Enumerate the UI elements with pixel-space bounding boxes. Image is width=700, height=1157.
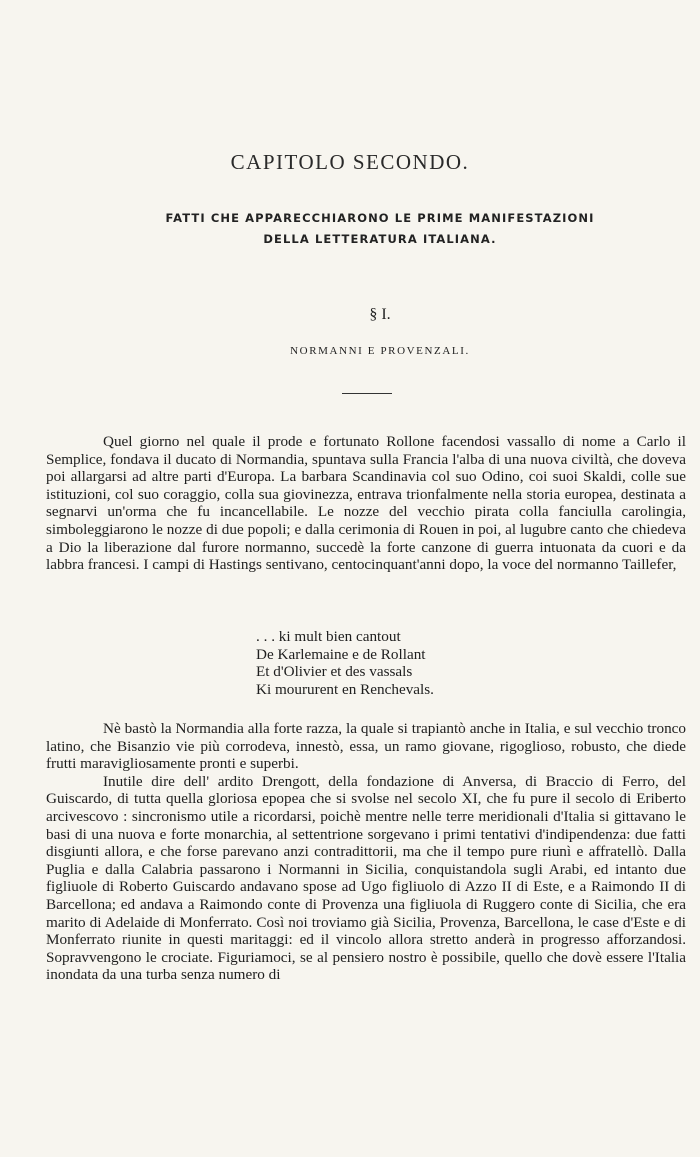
body-block-1 bbox=[46, 433, 686, 574]
verse-line-3: Et d'Olivier et des vassals bbox=[256, 663, 413, 681]
section-number: § I. bbox=[369, 306, 391, 323]
section-title: NORMANNI E PROVENZALI. bbox=[290, 345, 470, 357]
paragraph-drengott: Inutile dire dell' ardito Drengott, della fondazione di Anversa, di Braccio di Ferro, del Guiscardo, di tutta quella gloriosa epopea che si svolse nel secolo XI, che fu pure il secolo di Eriberto arcivescovo : sincronismo utile a ricordarsi, poichè mentre nelle terre meridionali d'Italia si gittavano le basi di una nuova e forte monarchia, al settentrione sorgevano i primi tentativi d'indipendenza: due fatti disgiunti allora, e che forse parevano anzi contradittorii, ma che il tempo pure riunì e affratellò. Dalla Puglia e dalla Calabria passarono i Normanni in Sicilia, conquistandola sugli Arabi, ed intanto due figliuole di Roberto Guiscardo andavano spose ad Ugo figliuolo di Azzo II di Este, e a Raimondo II di Barcellona; ed andava a Raimondo conte di Provenza una figliuola di Ruggero conte di Sicilia, che era marito di Adelaide di Monferrato. Così noi troviamo già Sicilia, Provenza, Barcellona, le case d'Este e di Monferrato riunite in questi maritaggi: ed il vincolo allora stretto anderà in progresso afforzandosi. Sopravvengono le crociate. Figuriamoci, se al pensiero nostro è possibile, quello che dovè essere l'Italia inondata da una turba senza numero di bbox=[46, 772, 686, 984]
paragraph-normandia: Nè bastò la Normandia alla forte razza, la quale si trapiantò anche in Italia, e sul vecchio tronco latino, che Bisanzio vie più corrodeva, innestò, essa, un ramo giovane, rigoglioso, robusto, che diede frutti maravigliosamente pronti e superbi. bbox=[46, 720, 686, 773]
verse-line-2: De Karlemaine e de Rollant bbox=[256, 645, 426, 663]
verse-line-4: Ki moururent en Renchevals. bbox=[256, 680, 434, 698]
verse-quotation bbox=[256, 628, 434, 698]
chapter-title: CAPITOLO SECONDO. bbox=[230, 150, 470, 174]
chapter-subtitle-line-2: DELLA LETTERATURA ITALIANA. bbox=[263, 232, 497, 246]
chapter-subtitle bbox=[0, 208, 700, 250]
chapter-subtitle-line-1: FATTI CHE APPARECCHIARONO LE PRIME MANIFESTAZIONI bbox=[165, 211, 595, 225]
verse-line-1: . . . ki mult bien cantout bbox=[256, 628, 401, 645]
section-divider bbox=[342, 393, 392, 394]
paragraph-rollone: Quel giorno nel quale il prode e fortunato Rollone facendosi vassallo di nome a Carlo il Semplice, fondava il ducato di Normandia, spuntava sulla Francia l'alba di una nuova civiltà, che doveva poi allargarsi ad altre parti d'Europa. La barbara Scandinavia col suo Odino, coi suoi Skaldi, colle sue istituzioni, col suo coraggio, colla sua giovinezza, entrava trionfalmente nella storia europea, destinata a segnarvi un'orma che fu incancellabile. Le nozze del vecchio pirata colla fanciulla carolingia, simboleggiarono le nozze di due popoli; e dalla cerimonia di Rouen in poi, al lugubre canto che chiedeva a Dio la liberazione dal furore normanno, succedè la forte canzone di guerra intuonata da cuori e da labbra francesi. I campi di Hastings sentivano, centocinquant'anni dopo, la voce del normanno Taillefer, bbox=[46, 433, 686, 574]
body-block-2 bbox=[46, 720, 686, 984]
